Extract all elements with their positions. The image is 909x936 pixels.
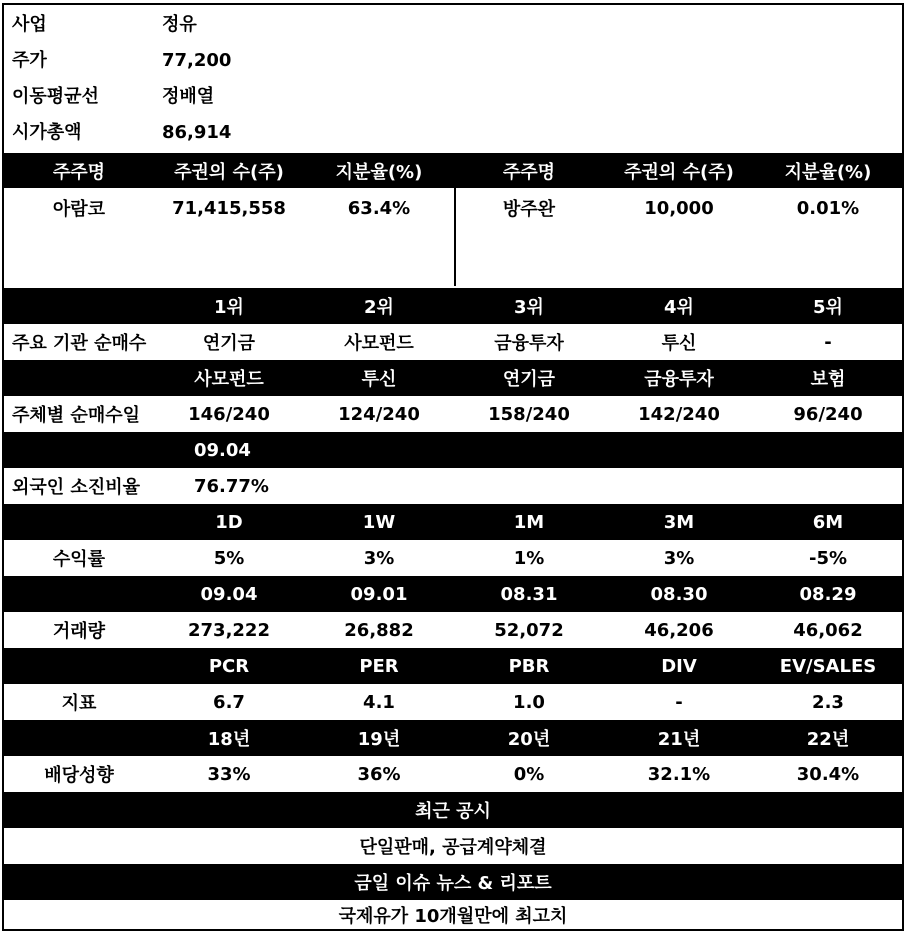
header-cell: 주주명	[52, 161, 106, 183]
header-cell: EV/SALES	[779, 655, 877, 677]
indicators-row	[4, 684, 902, 720]
institutions-header	[4, 288, 902, 324]
value-cell: 방주완	[502, 199, 556, 220]
value-cell: 6.7	[213, 691, 245, 713]
news-text: 국제유가 10개월만에 최고치	[338, 905, 568, 927]
disclosure-header	[4, 792, 902, 828]
value-cell: 4.1	[363, 691, 395, 713]
subjects-header	[4, 360, 902, 396]
header-cell: 22년	[806, 729, 850, 750]
foreign-row	[4, 468, 902, 504]
header-cell: DIV	[661, 655, 697, 677]
header-cell: 08.30	[650, 583, 708, 605]
header-cell: 지분율(%)	[335, 161, 423, 183]
row-label: 거래량	[52, 621, 106, 642]
value-cell: 52,072	[494, 619, 564, 641]
volume-header	[4, 576, 902, 612]
disclosure-text: 단일판매, 공급계약체결	[359, 837, 547, 858]
header-cell: 09.01	[350, 583, 408, 605]
value-cell: 46,206	[644, 619, 714, 641]
header-cell: 5위	[813, 297, 843, 318]
header-cell: 1W	[362, 511, 396, 533]
info-label: 시가총액	[12, 122, 82, 143]
value-cell: -	[824, 331, 832, 353]
value-cell: 26,882	[344, 619, 414, 641]
header-cell: 09.04	[200, 583, 258, 605]
header-cell: PER	[359, 655, 399, 677]
header-cell: 19년	[357, 729, 401, 750]
value-cell: 2.3	[812, 691, 844, 713]
header-cell: 20년	[507, 729, 551, 750]
value-cell: 76.77%	[194, 475, 269, 497]
volume-row	[4, 612, 902, 648]
value-cell: 3%	[363, 547, 395, 569]
indicators-header	[4, 648, 902, 684]
value-cell: 0.01%	[796, 197, 860, 219]
info-label: 주가	[12, 50, 47, 71]
info-value: 86,914	[162, 122, 232, 143]
value-cell: 사모펀드	[344, 333, 414, 354]
value-cell: 1%	[513, 547, 545, 569]
row-label: 외국인 소진비율	[12, 477, 140, 498]
value-cell: 3%	[663, 547, 695, 569]
value-cell: 63.4%	[347, 197, 411, 219]
row-label: 지표	[61, 693, 97, 714]
header-cell: 4위	[664, 297, 694, 318]
header-cell: 주권의 수(주)	[624, 161, 734, 183]
institutions-row	[4, 324, 902, 360]
value-cell: 96/240	[793, 403, 863, 425]
header-cell: 09.04	[194, 439, 251, 461]
value-cell: 46,062	[793, 619, 863, 641]
value-cell: 10,000	[644, 197, 714, 219]
info-label: 사업	[12, 14, 47, 35]
value-cell: 연기금	[202, 333, 256, 354]
value-cell: 투신	[661, 333, 697, 354]
value-cell: -	[675, 691, 683, 713]
value-cell: -5%	[808, 547, 848, 569]
header-cell: 08.29	[799, 583, 857, 605]
value-cell: 30.4%	[796, 763, 860, 785]
header-cell: 보험	[810, 369, 846, 390]
section-title: 최근 공시	[415, 801, 491, 822]
value-cell: 273,222	[188, 619, 270, 641]
header-cell: PBR	[508, 655, 550, 677]
dividend-row	[4, 756, 902, 792]
header-cell: 주권의 수(주)	[174, 161, 284, 183]
header-cell: 1M	[513, 511, 545, 533]
header-cell: 3위	[514, 297, 544, 318]
row-label: 주체별 순매수일	[12, 405, 140, 426]
section-title: 금일 이슈 뉴스 & 리포트	[354, 873, 552, 894]
dividend-header	[4, 720, 902, 756]
header-cell: 투신	[361, 369, 397, 390]
value-cell: 0%	[513, 763, 545, 785]
row-label: 주요 기관 순매수	[12, 333, 147, 354]
shareholders-row	[4, 188, 902, 286]
value-cell: 1.0	[513, 691, 545, 713]
disclosure-row	[4, 828, 902, 864]
header-cell: 지분율(%)	[784, 161, 872, 183]
news-header	[4, 864, 902, 900]
value-cell: 124/240	[338, 403, 420, 425]
header-cell: 주주명	[502, 161, 556, 183]
column-divider	[454, 188, 456, 286]
header-cell: 3M	[663, 511, 695, 533]
header-cell: 1위	[214, 297, 244, 318]
value-cell: 142/240	[638, 403, 720, 425]
returns-row	[4, 540, 902, 576]
row-label: 수익률	[52, 549, 106, 570]
value-cell: 32.1%	[647, 763, 711, 785]
header-cell: 사모펀드	[194, 369, 264, 390]
info-value: 정유	[162, 14, 197, 35]
value-cell: 금융투자	[494, 333, 564, 354]
info-value: 정배열	[162, 86, 215, 107]
shareholders-header	[4, 153, 902, 188]
header-cell: 금융투자	[644, 369, 714, 390]
subjects-row	[4, 396, 902, 432]
header-cell: 21년	[657, 729, 701, 750]
header-cell: 1D	[215, 511, 243, 533]
returns-header	[4, 504, 902, 540]
value-cell: 158/240	[488, 403, 570, 425]
foreign-header	[4, 432, 902, 468]
value-cell: 5%	[213, 547, 245, 569]
news-row	[4, 900, 902, 929]
header-cell: 08.31	[500, 583, 558, 605]
header-cell: 연기금	[502, 369, 556, 390]
header-cell: 2위	[364, 297, 394, 318]
info-label: 이동평균선	[12, 86, 99, 107]
value-cell: 33%	[207, 763, 251, 785]
info-value: 77,200	[162, 50, 232, 71]
value-cell: 71,415,558	[172, 197, 286, 219]
value-cell: 146/240	[188, 403, 270, 425]
header-cell: 18년	[207, 729, 251, 750]
header-cell: PCR	[208, 655, 250, 677]
header-cell: 6M	[812, 511, 844, 533]
row-label: 배당성향	[44, 765, 114, 786]
value-cell: 36%	[357, 763, 401, 785]
value-cell: 아람코	[52, 199, 106, 220]
stock-summary-sheet	[2, 3, 904, 931]
